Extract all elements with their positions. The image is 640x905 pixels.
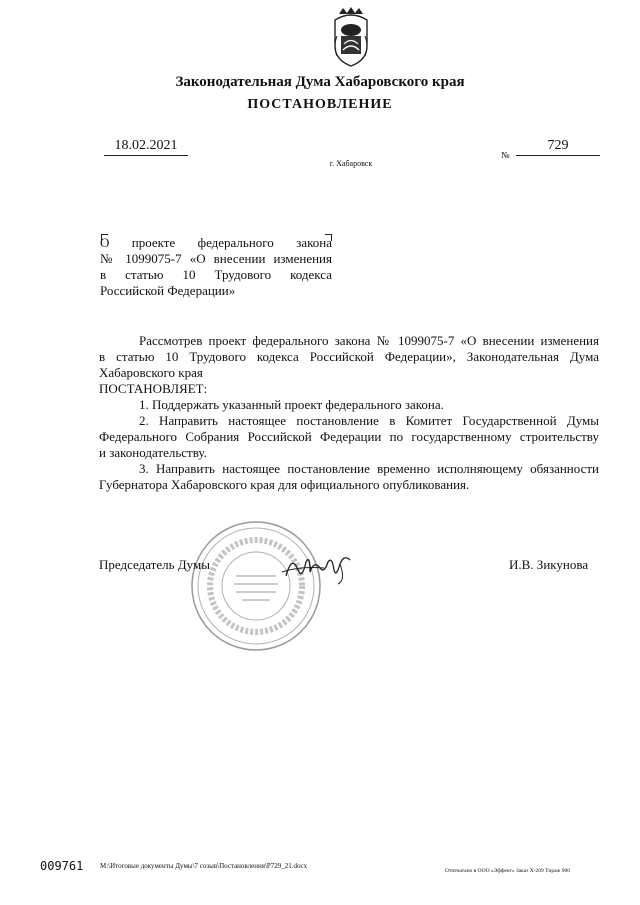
resolves-heading: ПОСТАНОВЛЯЕТ: <box>99 381 208 396</box>
body-line: 1. Поддержать указанный проект федерального закона. <box>139 397 444 412</box>
title-line: № 1099075-7 «О внесении изменения <box>100 251 332 266</box>
coat-of-arms-icon <box>327 6 375 68</box>
body-line: Рассмотрев проект федерального закона № 1099075-7 «О внесении изменения <box>139 333 599 348</box>
official-seal-icon <box>188 518 324 654</box>
handwritten-signature-icon <box>280 550 360 586</box>
signer-position: Председатель Думы <box>99 557 210 572</box>
document-date: 18.02.2021 <box>104 138 188 156</box>
number-sign: № <box>501 150 510 160</box>
organization-name: Законодательная Дума Хабаровского края <box>175 74 465 90</box>
body-line: Губернатора Хабаровского края для официального опубликования. <box>99 477 470 492</box>
file-path: M:\Итоговые документы Думы\7 созыв\Постановления\P729_21.docx <box>100 862 308 870</box>
body-line: 2. Направить настоящее постановление в Комитет Государственной Думы <box>139 413 599 428</box>
document-type: ПОСТАНОВЛЕНИЕ <box>247 97 393 112</box>
body-line: в статью 10 Трудового кодекса Российской Федерации», Законодательная Дума <box>99 349 599 364</box>
title-line: Российской Федерации» <box>100 283 236 298</box>
registration-number: 009761 <box>40 859 84 873</box>
body-line: и законодательству. <box>99 445 207 460</box>
document-number: 729 <box>516 138 600 156</box>
city: г. Хабаровск <box>329 159 373 168</box>
signer-name: И.В. Зикунова <box>509 557 589 572</box>
date-underline <box>104 155 188 156</box>
body-line: Федерального Собрания Российской Федерации по государственному строительству <box>99 429 599 444</box>
title-line: в статью 10 Трудового кодекса <box>100 267 332 282</box>
body-line: 3. Направить настоящее постановление временно исполняющему обязанности <box>139 461 599 476</box>
body-line: Хабаровского края <box>99 365 203 380</box>
print-info: Отпечатано в ООО «Эффект» Заказ Х-209 Тираж 900 <box>445 868 570 874</box>
title-line: О проекте федерального закона <box>100 235 332 250</box>
